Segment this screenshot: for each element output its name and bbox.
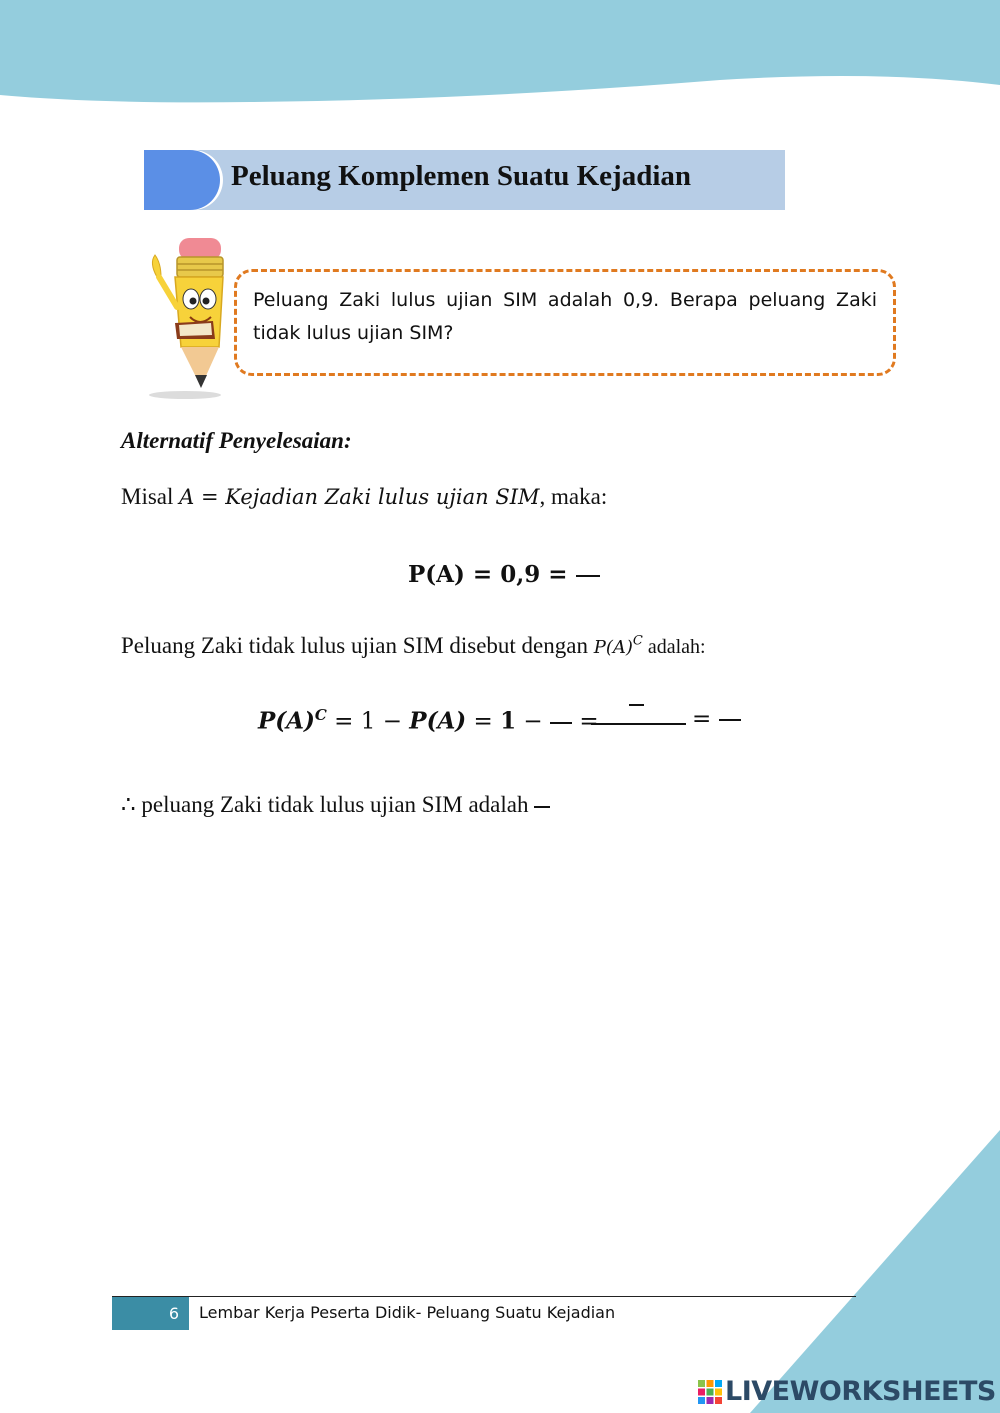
pencil-mascot-icon [135, 235, 230, 400]
top-wave-decoration [0, 0, 1000, 110]
corner-triangle-decoration [740, 1130, 1000, 1413]
eq2-pa: P(A) [258, 707, 315, 735]
liveworksheets-grid-icon [698, 1380, 722, 1404]
eq2-pa2: P(A) [409, 707, 467, 735]
eq2-equals2: = [572, 708, 599, 735]
misal-suffix: , maka: [539, 484, 608, 509]
conclusion-statement [121, 792, 550, 818]
equation-complement [258, 706, 599, 735]
liveworksheets-brand: LIVEWORKSHEETS [725, 1376, 996, 1407]
section-title-tab [144, 150, 220, 210]
equation-complement-result [692, 706, 741, 732]
fraction-bar [591, 723, 686, 725]
equation-probability-a [408, 561, 600, 588]
eq2-minus: − [516, 708, 551, 735]
misal-prefix: Misal [121, 484, 180, 509]
complement-sup: C [632, 633, 643, 649]
eq2-one-minus: = 1 − [326, 708, 410, 735]
eq2-one: 1 [500, 707, 517, 735]
equation-probability-a-text: P(A) = 0,9 = [408, 561, 576, 588]
complement-statement [121, 633, 706, 659]
section-title: Peluang Komplemen Suatu Kejadian [231, 160, 692, 192]
complement-math: P(A) [593, 637, 633, 658]
fraction-blank-numerator[interactable] [629, 704, 644, 706]
misal-math: A = Kejadian Zaki lulus ujian SIM [179, 485, 540, 509]
eq2-sup: C [314, 706, 327, 724]
fraction-blank[interactable] [576, 575, 600, 577]
fraction-blank[interactable] [534, 806, 550, 808]
footer-title: Lembar Kerja Peserta Didik- Peluang Suatu Kejadian [199, 1303, 616, 1322]
complement-text: Peluang Zaki tidak lulus ujian SIM disebut dengan [121, 633, 594, 658]
question-text: Peluang Zaki lulus ujian SIM adalah 0,9. Berapa peluang Zaki tidak lulus ujian SIM? [253, 289, 877, 344]
solution-heading: Alternatif Penyelesaian: [121, 428, 352, 453]
complement-suffix: adalah: [642, 636, 706, 658]
footer-divider [112, 1296, 856, 1297]
misal-statement [121, 484, 607, 510]
liveworksheets-logo [698, 1376, 996, 1410]
eq2-equals: = [466, 708, 501, 735]
page-number: 6 [112, 1297, 189, 1330]
fraction-blank[interactable] [719, 719, 741, 721]
fraction-blank[interactable] [550, 722, 572, 724]
eq2-tail-equals: = [692, 706, 712, 732]
conclusion-text: ∴ peluang Zaki tidak lulus ujian SIM adalah [121, 792, 535, 817]
